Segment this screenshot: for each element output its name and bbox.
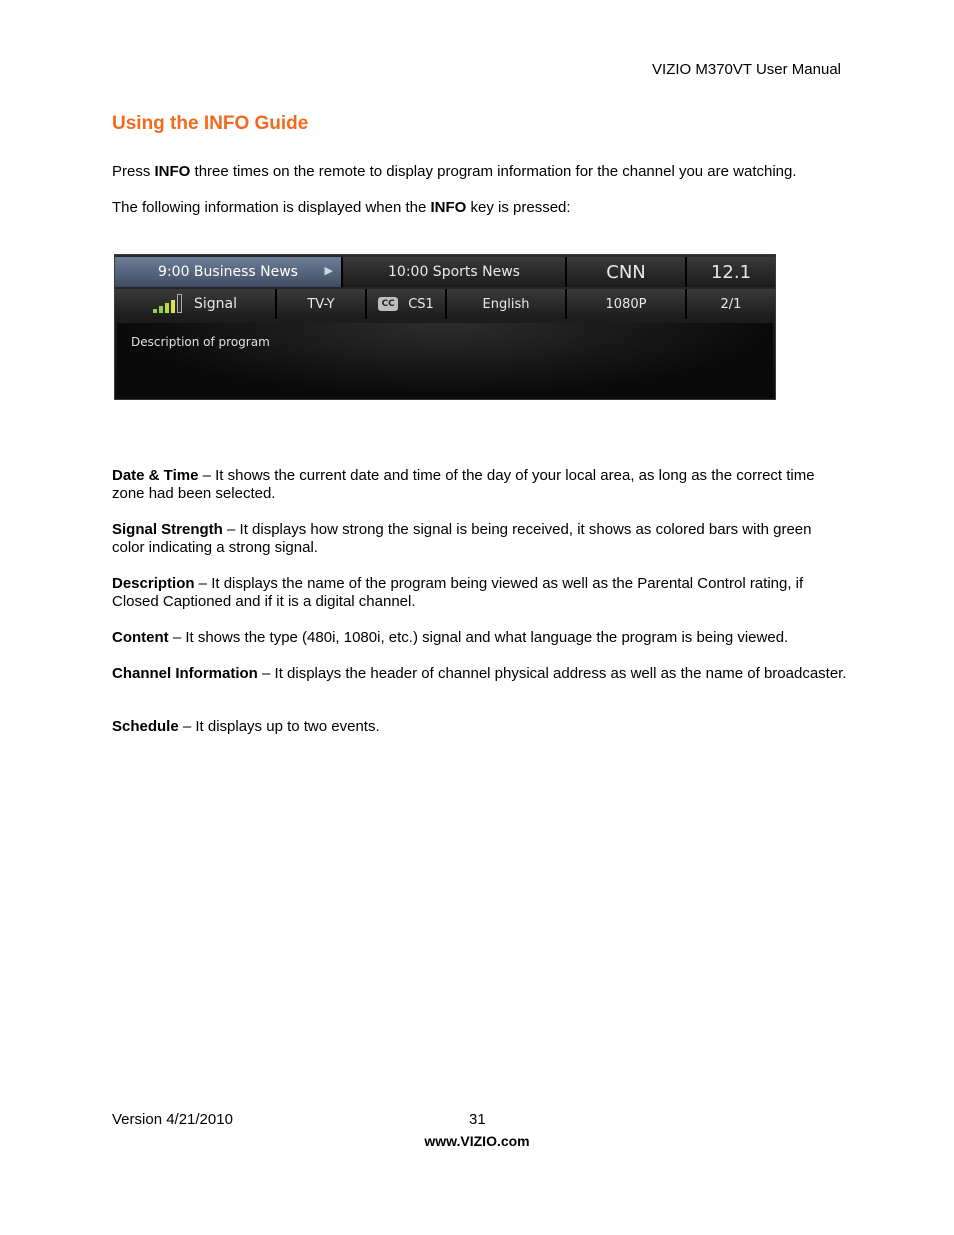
intro-paragraph-2 xyxy=(112,199,847,217)
current-program-label: 9:00 Business News xyxy=(158,264,298,280)
description-panel xyxy=(117,323,773,397)
signal-bar xyxy=(165,303,169,313)
language: English xyxy=(447,289,567,319)
intro-text: three times on the remote to display program information for the channel you are watching. xyxy=(190,163,797,180)
manual-title: VIZIO M370VT User Manual xyxy=(652,61,841,78)
definition-term: Content xyxy=(112,629,169,646)
definition-term: Schedule xyxy=(112,718,179,735)
definition-term: Channel Information xyxy=(112,665,258,682)
next-program-label: 10:00 Sports News xyxy=(388,264,520,280)
signal-label: Signal xyxy=(193,296,237,312)
chevron-right-icon: ▶ xyxy=(324,264,333,277)
section-title: Using the INFO Guide xyxy=(112,113,309,134)
channel-number: 12.1 xyxy=(687,257,775,287)
definition-term: Signal Strength xyxy=(112,521,223,538)
page-number: 31 xyxy=(469,1111,486,1128)
schedule-row xyxy=(115,257,775,287)
definition-term: Date & Time xyxy=(112,467,199,484)
definition-text: – It shows the current date and time of the day of your local area, as long as the correct time zone had been selected. xyxy=(112,467,815,502)
program-description: Description of program xyxy=(131,335,270,349)
intro-text: The following information is displayed when the xyxy=(112,199,431,216)
signal-bars-icon xyxy=(153,295,184,313)
footer-url[interactable]: www.VIZIO.com xyxy=(424,1133,530,1149)
closed-caption xyxy=(367,289,447,319)
definition-signal-strength xyxy=(112,521,847,557)
definition-date-time xyxy=(112,467,847,503)
intro-key: INFO xyxy=(154,163,191,180)
definition-text: – It displays the name of the program being viewed as well as the Parental Control rating, if Closed Captioned and if it is a digital channel. xyxy=(112,575,804,610)
rating: TV-Y xyxy=(277,289,367,319)
definition-schedule xyxy=(112,718,847,736)
status-row xyxy=(115,289,775,319)
definition-channel-information xyxy=(112,665,847,683)
signal-bar xyxy=(159,306,163,313)
definition-description xyxy=(112,575,847,611)
caption-service: CS1 xyxy=(408,296,434,312)
definition-term: Description xyxy=(112,575,195,592)
current-program[interactable] xyxy=(115,257,343,287)
definition-text: – It shows the type (480i, 1080i, etc.) signal and what language the program is being viewed. xyxy=(168,629,789,646)
signal-bar xyxy=(171,300,175,313)
intro-paragraph-1 xyxy=(112,163,847,181)
definition-text: – It displays the header of channel physical address as well as the name of broadcaster. xyxy=(257,665,847,682)
channel-physical: 2/1 xyxy=(687,289,775,319)
signal-bar xyxy=(177,294,182,313)
definition-content xyxy=(112,629,847,647)
signal-strength xyxy=(115,289,277,319)
resolution: 1080P xyxy=(567,289,687,319)
intro-text: Press xyxy=(112,163,155,180)
next-program[interactable] xyxy=(343,257,567,287)
info-banner xyxy=(114,254,776,400)
signal-bar xyxy=(153,309,157,313)
closed-caption-icon: CC xyxy=(378,297,398,311)
channel-name: CNN xyxy=(567,257,687,287)
footer-version: Version 4/21/2010 xyxy=(112,1111,233,1128)
intro-text: key is pressed: xyxy=(466,199,571,216)
intro-key: INFO xyxy=(430,199,467,216)
definition-text: – It displays how strong the signal is being received, it shows as colored bars with green color indicating a strong signal. xyxy=(112,521,812,556)
definition-text: – It displays up to two events. xyxy=(178,718,380,735)
